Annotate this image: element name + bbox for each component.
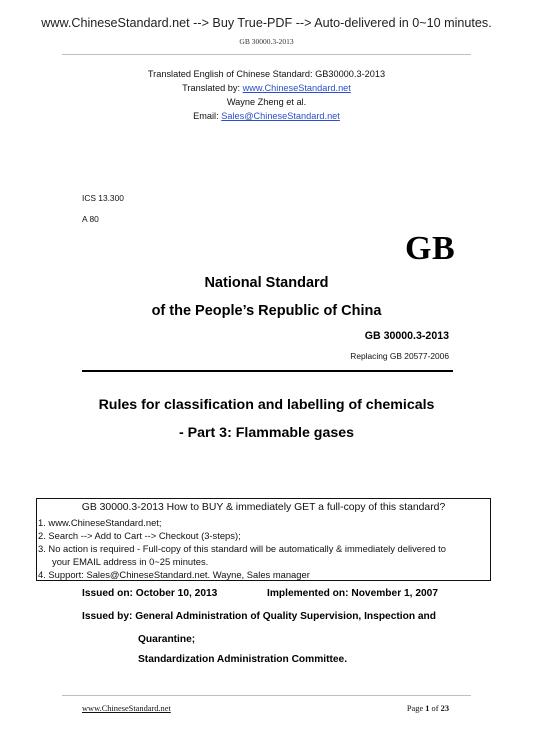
translator-name: Wayne Zheng et al. (226, 97, 307, 107)
issued-date: Issued on: October 10, 2013 (82, 588, 218, 599)
header-divider (62, 54, 471, 55)
purchase-step[interactable]: 1. www.ChineseStandard.net; (38, 517, 162, 528)
purchase-heading: GB 30000.3-2013 How to BUY & immediately GET a full-copy of this standard? (81, 502, 446, 513)
implemented-date: Implemented on: November 1, 2007 (267, 588, 438, 599)
purchase-step-continued: your EMAIL address in 0~25 minutes. (52, 556, 209, 567)
title-divider (82, 370, 453, 372)
standard-number: GB 30000.3-2013 (364, 330, 449, 342)
national-standard-heading: National Standard (204, 275, 329, 291)
footer-site-text[interactable]: www.ChineseStandard.net (82, 704, 171, 713)
email-label: Email: (193, 111, 222, 121)
page-total: 23 (440, 704, 449, 713)
republic-heading: of the People’s Republic of China (151, 303, 382, 319)
purchase-step: 2. Search --> Add to Cart --> Checkout (3-steps); (38, 530, 241, 541)
header-doc-code: GB 30000.3-2013 (239, 37, 294, 46)
gb-logo: GB (405, 230, 456, 267)
document-title-line1: Rules for classification and labelling of chemicals (98, 397, 435, 413)
translated-by-label: Translated by: (182, 83, 243, 93)
translated-by-link[interactable]: www.ChineseStandard.net (242, 83, 351, 93)
footer-divider (62, 695, 471, 696)
purchase-info-box (36, 498, 491, 581)
issuer-line: Quarantine; (138, 634, 196, 645)
translation-line: Translated English of Chinese Standard: GB30000.3-2013 (147, 69, 386, 79)
email-link[interactable]: Sales@ChineseStandard.net (221, 111, 340, 121)
issuer-line: Issued by: General Administration of Quality Supervision, Inspection and (82, 611, 436, 622)
replacing-standard: Replacing GB 20577-2006 (350, 351, 449, 361)
issuer-line: Standardization Administration Committee. (138, 654, 348, 665)
email-line (0, 111, 533, 121)
purchase-step: 4. Support: Sales@ChineseStandard.net. Wayne, Sales manager (38, 569, 310, 580)
footer-site-link[interactable] (82, 704, 171, 713)
page-prefix: Page (406, 704, 426, 713)
ics-code: ICS 13.300 (82, 193, 124, 203)
translated-by (0, 83, 533, 93)
top-banner: www.ChineseStandard.net --> Buy True-PDF --> Auto-delivered in 0~10 minutes. (41, 16, 492, 30)
purchase-step: 3. No action is required - Full-copy of this standard will be automatically & immediately delivered to (38, 543, 446, 554)
classification-code: A 80 (82, 214, 99, 224)
page-number (407, 704, 449, 713)
document-title-line2: - Part 3: Flammable gases (178, 425, 355, 441)
page-sep: of (429, 704, 441, 713)
page-current: 1 (425, 704, 430, 713)
